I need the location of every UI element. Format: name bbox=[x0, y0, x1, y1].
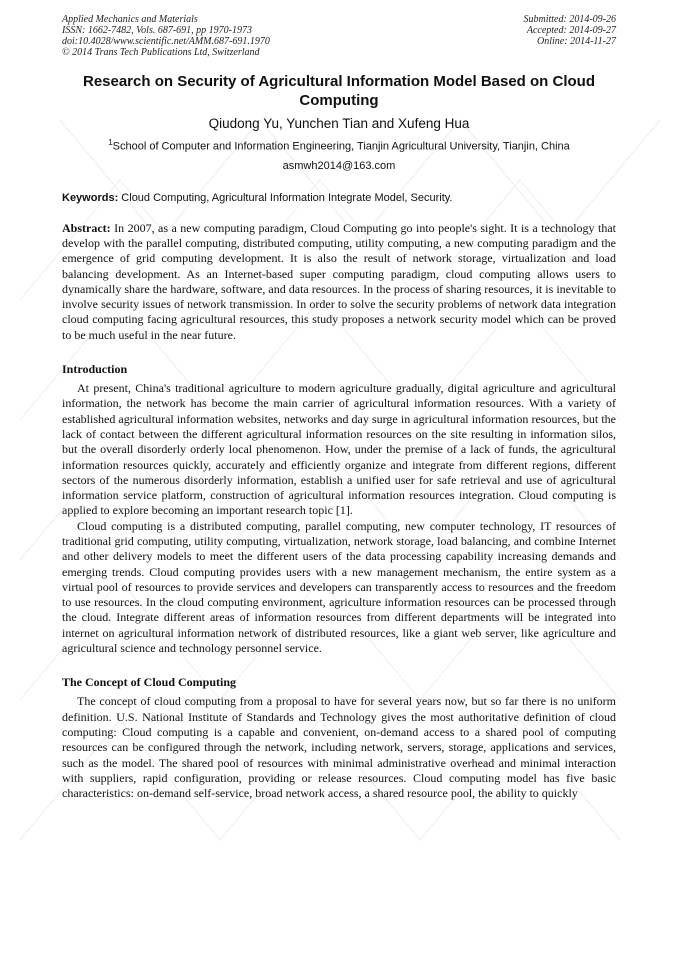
affiliation bbox=[62, 138, 616, 153]
author-email: asmwh2014@163.com bbox=[282, 159, 396, 172]
paper-title: Research on Security of Agricultural Information Model Based on Cloud Computing bbox=[82, 73, 595, 109]
intro-paragraph-2: Cloud computing is a distributed computing, parallel computing, new computer technology, IT resources of traditional grid computing, utility computing, virtualization, network storage, load balancing, and combine Internet and other delivery models to meet the different users of the data processing capability increasing demands and emerging trends. Cloud computing provides users with a new management mechanism, the entire system as a virtual pool of resources to provide services and developers can transparently access to resources and the freedom to use resources. In the cloud computing environment, agriculture information resources can be processed through the cloud. Integrate different areas of information resources from different departments will be integrated into internet on agricultural information network of distributed resources, like a giant web server, like agriculture and agricultural science and technology personnel service. bbox=[62, 518, 616, 656]
accepted-date: Accepted: 2014-09-27 bbox=[526, 25, 616, 36]
journal-name: Applied Mechanics and Materials bbox=[62, 14, 198, 25]
affiliation-text: School of Computer and Information Engineering, Tianjin Agricultural University, Tianjin, China bbox=[112, 140, 570, 153]
issn-line: ISSN: 1662-7482, Vols. 687-691, pp 1970-1973 bbox=[62, 25, 252, 36]
copyright-line: © 2014 Trans Tech Publications Ltd, Switzerland bbox=[62, 47, 260, 58]
affiliation-mark: 1 bbox=[108, 138, 113, 147]
submitted-date: Submitted: 2014-09-26 bbox=[523, 14, 616, 25]
intro-paragraph-1: At present, China's traditional agriculture to modern agriculture gradually, digital agriculture and agricultural information, the network has become the main carrier of agricultural information resources. With a variety of established agricultural information websites, networks and day surge in agricultural information resources, but the lack of contact between the different agricultural information resources on the site resulting in information silos, but the overall disorderly orderly local phenomenon. How, under the premise of a lack of funds, the agricultural information resources quickly, accurately and efficiently organize and integrate from different regions, different sectors of the numerous disorderly information, establish a unified user for safe retrieval and use of agricultural information service platform, construction of agricultural information resources integration. Cloud computing is applied to explore becoming an important research topic [1]. bbox=[62, 381, 616, 518]
keywords bbox=[62, 192, 616, 204]
concept-paragraph-1: The concept of cloud computing from a proposal to have for several years now, but so far there is no uniform definition. U.S. National Institute of Standards and Technology gives the most authoritative definition of cloud computing: Cloud computing is a capable and convenient, on-demand access to a shared pool of computing resources can be configured through the network, including network, servers, storage, applications and services, such as the model. The shared pool of resources with minimal administrative overhead and minimal interaction with suppliers, rapid configuration, providing or release resources. Cloud computing model has five basic characteristics: on-demand self-service, broad network access, a shared resource pool, the ability to quickly bbox=[62, 694, 616, 801]
section-heading-introduction: Introduction bbox=[62, 362, 128, 377]
keywords-text: Cloud Computing, Agricultural Information Integrate Model, Security. bbox=[118, 191, 453, 204]
online-date: Online: 2014-11-27 bbox=[537, 36, 616, 47]
section-heading-cloud-concept: The Concept of Cloud Computing bbox=[62, 675, 237, 690]
doi-line: doi:10.4028/www.scientific.net/AMM.687-691.1970 bbox=[62, 36, 270, 47]
keywords-label: Keywords: bbox=[62, 191, 119, 204]
abstract-text: In 2007, as a new computing paradigm, Cloud Computing go into people's sight. It is a technology that develop with the parallel computing, distributed computing, utility computing, a new computing paradigm and the emergence of grid computing development. It is also the result of network storage, virtualization and load balancing development. As an Internet-based super computing paradigm, cloud computing allows users to dynamically share the hardware, software, and data resources. In the process of sharing resources, it is inevitable to involve security issues of network transmission. In order to solve the security problems of network data integration cloud computing facing agricultural resources, this study proposes a network security model which can be proved to be much useful in the near future. bbox=[62, 220, 616, 342]
author-list: Qiudong Yu, Yunchen Tian and Xufeng Hua bbox=[208, 116, 470, 131]
dates-info bbox=[524, 14, 617, 58]
abstract-label: Abstract: bbox=[62, 220, 111, 235]
abstract bbox=[62, 221, 616, 343]
journal-info bbox=[62, 14, 270, 58]
journal-header bbox=[62, 14, 616, 58]
